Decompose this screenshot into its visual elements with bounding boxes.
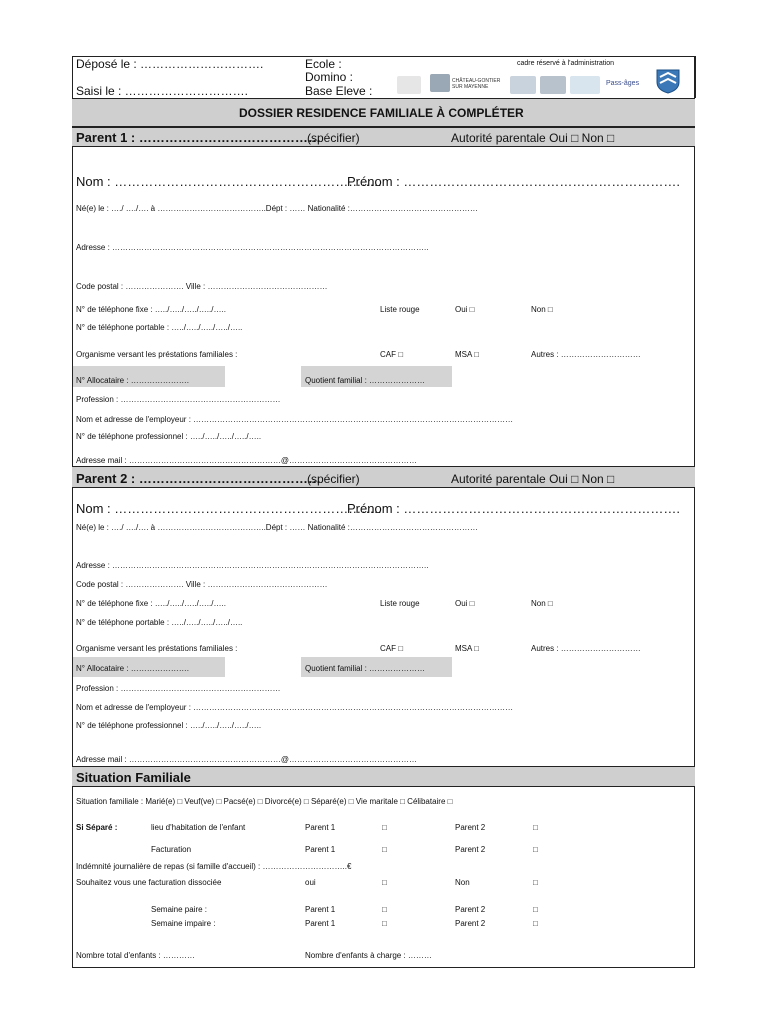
paire-parent2-checkbox[interactable]: □ [533, 905, 538, 914]
parent1-organisme: Organisme versant les préstations familiales : [76, 350, 238, 359]
depose-field[interactable]: Déposé le : …………………………. [76, 57, 264, 71]
parent2-quotient-field[interactable]: Quotient familial : ………………… [305, 664, 426, 673]
parent1-autres-field[interactable]: Autres : ………………………… [531, 350, 641, 359]
facturation-parent1-label: Parent 1 [305, 845, 336, 854]
impaire-parent1-label: Parent 1 [305, 919, 336, 928]
saisi-field[interactable]: Saisi le : …………………………. [76, 84, 249, 98]
parent2-cp-field[interactable]: Code postal : …………………. Ville : ……………………………………… [76, 580, 328, 589]
parent1-title: Parent 1 : …………………………………… [76, 130, 321, 145]
parent2-liste-rouge: Liste rouge [380, 599, 420, 608]
paire-parent2-label: Parent 2 [455, 905, 486, 914]
parent1-employeur-field[interactable]: Nom et adresse de l'employeur : ………………………………………………………………………………………………………… [76, 415, 514, 424]
shield-logo-icon [655, 68, 681, 94]
parent2-allocataire-field[interactable]: N° Allocataire : …………………. [76, 664, 189, 673]
parent1-prenom-field[interactable]: Prénom : ………………………………………………………. [347, 174, 680, 189]
dissociee-oui-checkbox[interactable]: □ [382, 878, 387, 887]
enfants-charge-field[interactable]: Nombre d'enfants à charge : ……… [305, 951, 432, 960]
landscape-logo-icon [510, 76, 536, 94]
parent1-liste-rouge: Liste rouge [380, 305, 420, 314]
indemnite-field[interactable]: Indémnité journalière de repas (si famille d'accueil) : …………………………..€ [76, 862, 352, 871]
chateau-gontier-logo: CHÂTEAU-GONTIER SUR MAYENNE [452, 78, 501, 90]
parent2-title: Parent 2 : …………………………………… [76, 471, 321, 486]
facturation-parent2-label: Parent 2 [455, 845, 486, 854]
parent2-mail-field[interactable]: Adresse mail : …………………………………………………@………………………………………… [76, 755, 418, 764]
parent1-specifier: (spécifier) [307, 131, 360, 145]
town-logo-icon [540, 76, 566, 94]
semaine-paire-label: Semaine paire : [151, 905, 208, 914]
parent1-allocataire-field[interactable]: N° Allocataire : …………………. [76, 376, 189, 385]
base-eleve-label: Base Eleve : [305, 84, 373, 98]
parent1-adresse-field[interactable]: Adresse : ……………………………………………………………………………………………………….. [76, 243, 429, 252]
lieu-parent2-label: Parent 2 [455, 823, 486, 832]
facturation-parent2-checkbox[interactable]: □ [533, 845, 538, 854]
ecole-label: Ecole : [305, 57, 342, 71]
parent1-naissance-field[interactable]: Né(e) le : …./ …./…. à …………………………………..Dépt : …… Nationalité :………………………………………… [76, 204, 478, 213]
parent1-heading[interactable] [76, 130, 321, 145]
parent1-oui-checkbox[interactable]: Oui □ [455, 305, 475, 314]
municipal-logo-icon [397, 76, 421, 94]
parent1-tel-portable[interactable]: N° de téléphone portable : …../…../…../…../….. [76, 323, 243, 332]
dissociee-non-label: Non [455, 878, 470, 887]
parent1-caf-checkbox[interactable]: CAF □ [380, 350, 404, 359]
paire-parent1-label: Parent 1 [305, 905, 336, 914]
parent2-heading[interactable] [76, 471, 321, 486]
pass-ages-logo: Pass-âges [606, 80, 640, 87]
parent1-msa-checkbox[interactable]: MSA □ [455, 350, 479, 359]
admin-label: cadre réservé à l'administration [517, 60, 615, 67]
parent1-nom-field[interactable]: Nom : …………………………………………………….. [76, 174, 382, 189]
dissociee-non-checkbox[interactable]: □ [533, 878, 538, 887]
dissociee-label: Souhaitez vous une facturation dissociée [76, 878, 222, 887]
impaire-parent2-label: Parent 2 [455, 919, 486, 928]
parent2-organisme: Organisme versant les préstations familiales : [76, 644, 238, 653]
parent2-tel-portable[interactable]: N° de téléphone portable : …../…../…../…../….. [76, 618, 243, 627]
parent1-cp-field[interactable]: Code postal : …………………. Ville : ……………………………………… [76, 282, 328, 291]
parent2-non-checkbox[interactable]: Non □ [531, 599, 553, 608]
page-title: DOSSIER RESIDENCE FAMILIALE À COMPLÉTER [239, 106, 524, 120]
parent1-tel-pro[interactable]: N° de téléphone professionnel : …../…../…../…../….. [76, 432, 262, 441]
parent1-mail-field[interactable]: Adresse mail : …………………………………………………@………………………………………… [76, 456, 418, 465]
header-divider [695, 56, 696, 98]
parent1-autorite[interactable]: Autorité parentale Oui □ Non □ [451, 131, 615, 145]
bird-logo-icon [430, 74, 450, 92]
parent2-autres-field[interactable]: Autres : ………………………… [531, 644, 641, 653]
dissociee-oui-label: oui [305, 878, 316, 887]
parent2-naissance-field[interactable]: Né(e) le : …./ …./…. à …………………………………..Dépt : …… Nationalité :………………………………………… [76, 523, 478, 532]
paire-parent1-checkbox[interactable]: □ [382, 905, 387, 914]
parent2-caf-checkbox[interactable]: CAF □ [380, 644, 404, 653]
parent2-tel-pro[interactable]: N° de téléphone professionnel : …../…../…../…../….. [76, 721, 262, 730]
parent2-prenom-field[interactable]: Prénom : ………………………………………………………. [347, 501, 680, 516]
situation-heading: Situation Familiale [76, 770, 191, 785]
si-separe-label: Si Séparé : [76, 823, 118, 832]
parent2-employeur-field[interactable]: Nom et adresse de l'employeur : ………………………………………………………………………………………………………… [76, 703, 514, 712]
lieu-parent1-checkbox[interactable]: □ [382, 823, 387, 832]
parent2-tel-fixe[interactable]: N° de téléphone fixe : …../…../…../…../….. [76, 599, 226, 608]
parent1-non-checkbox[interactable]: Non □ [531, 305, 553, 314]
parent2-adresse-field[interactable]: Adresse : ……………………………………………………………………………………………………….. [76, 561, 429, 570]
lieu-parent1-label: Parent 1 [305, 823, 336, 832]
situation-options[interactable]: Situation familiale : Marié(e) □ Veuf(ve) □ Pacsé(e) □ Divorcé(e) □ Séparé(e) □ Vie maritale □ Célibataire □ [76, 797, 453, 806]
impaire-parent2-checkbox[interactable]: □ [533, 919, 538, 928]
lieu-parent2-checkbox[interactable]: □ [533, 823, 538, 832]
facturation-label: Facturation [151, 845, 192, 854]
domino-label: Domino : [305, 70, 354, 84]
parent1-tel-fixe[interactable]: N° de téléphone fixe : …../…../…../…../….. [76, 305, 226, 314]
parent2-autorite[interactable]: Autorité parentale Oui □ Non □ [451, 472, 615, 486]
lieu-habitation-label: lieu d'habitation de l'enfant [151, 823, 246, 832]
parent2-nom-field[interactable]: Nom : …………………………………………………….. [76, 501, 382, 516]
parent2-oui-checkbox[interactable]: Oui □ [455, 599, 475, 608]
parent2-profession-field[interactable]: Profession : …………………………………………………… [76, 684, 281, 693]
boat-logo-icon [570, 76, 600, 94]
total-enfants-field[interactable]: Nombre total d'enfants : ………… [76, 951, 195, 960]
impaire-parent1-checkbox[interactable]: □ [382, 919, 387, 928]
parent1-profession-field[interactable]: Profession : …………………………………………………… [76, 395, 281, 404]
parent2-specifier: (spécifier) [307, 472, 360, 486]
parent1-quotient-field[interactable]: Quotient familial : ………………… [305, 376, 426, 385]
parent2-msa-checkbox[interactable]: MSA □ [455, 644, 479, 653]
semaine-impaire-label: Semaine impaire : [151, 919, 216, 928]
facturation-parent1-checkbox[interactable]: □ [382, 845, 387, 854]
